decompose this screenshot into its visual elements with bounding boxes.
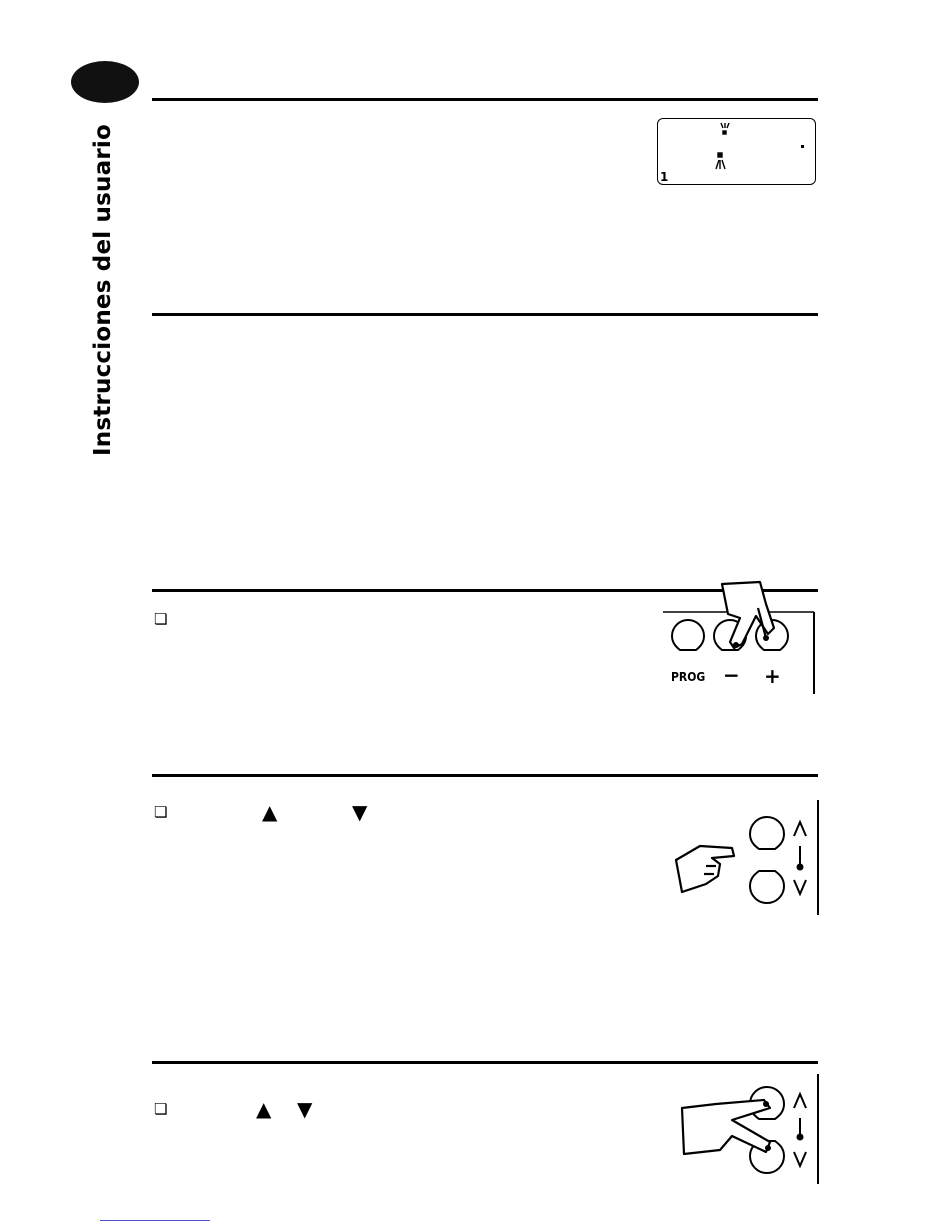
- section-divider: [152, 98, 818, 101]
- chevron-down-icon: [794, 880, 806, 894]
- minus-label: −: [723, 663, 740, 687]
- up-arrow-icon: ▲: [262, 800, 278, 824]
- checkbox-icon: ❏: [154, 1100, 168, 1118]
- chevron-down-icon: [794, 1152, 806, 1166]
- prog-label: PROG: [671, 670, 706, 684]
- section-divider: [152, 1061, 818, 1064]
- press-point: [763, 1101, 769, 1107]
- dual-press-illustration: [676, 1072, 826, 1192]
- hand-press-icon: [682, 1100, 770, 1154]
- side-title-text: Instrucciones del usuario: [89, 124, 116, 456]
- temp-down-button: [750, 871, 784, 903]
- section-divider: [152, 774, 818, 777]
- checkbox-icon: ❏: [154, 610, 168, 628]
- side-title: [70, 120, 135, 460]
- page-tab-marker: [71, 61, 139, 103]
- pointing-hand-icon: [676, 846, 734, 892]
- footer-link-underline: [100, 1220, 210, 1221]
- temperature-buttons-illustration: [668, 800, 823, 920]
- lcd-program-number: 1: [660, 170, 669, 184]
- checkbox-icon: ❏: [154, 803, 168, 821]
- chevron-up-icon: [794, 822, 806, 836]
- press-point: [733, 642, 739, 648]
- chevron-up-icon: [794, 1094, 806, 1108]
- section-divider: [152, 313, 818, 316]
- lcd-segments: [658, 119, 817, 186]
- prog-button: [672, 620, 704, 650]
- spray-icon: [716, 153, 725, 169]
- press-point: [763, 635, 769, 641]
- plus-label: +: [764, 664, 781, 688]
- temp-up-button: [750, 817, 784, 849]
- heat-icon: [721, 123, 729, 134]
- press-point: [765, 1145, 771, 1151]
- lcd-display-illustration: [657, 118, 816, 185]
- lcd-dot: [801, 145, 804, 148]
- up-arrow-icon: ▲: [256, 1097, 272, 1121]
- down-arrow-icon: ▼: [352, 800, 368, 824]
- down-arrow-icon: ▼: [297, 1097, 313, 1121]
